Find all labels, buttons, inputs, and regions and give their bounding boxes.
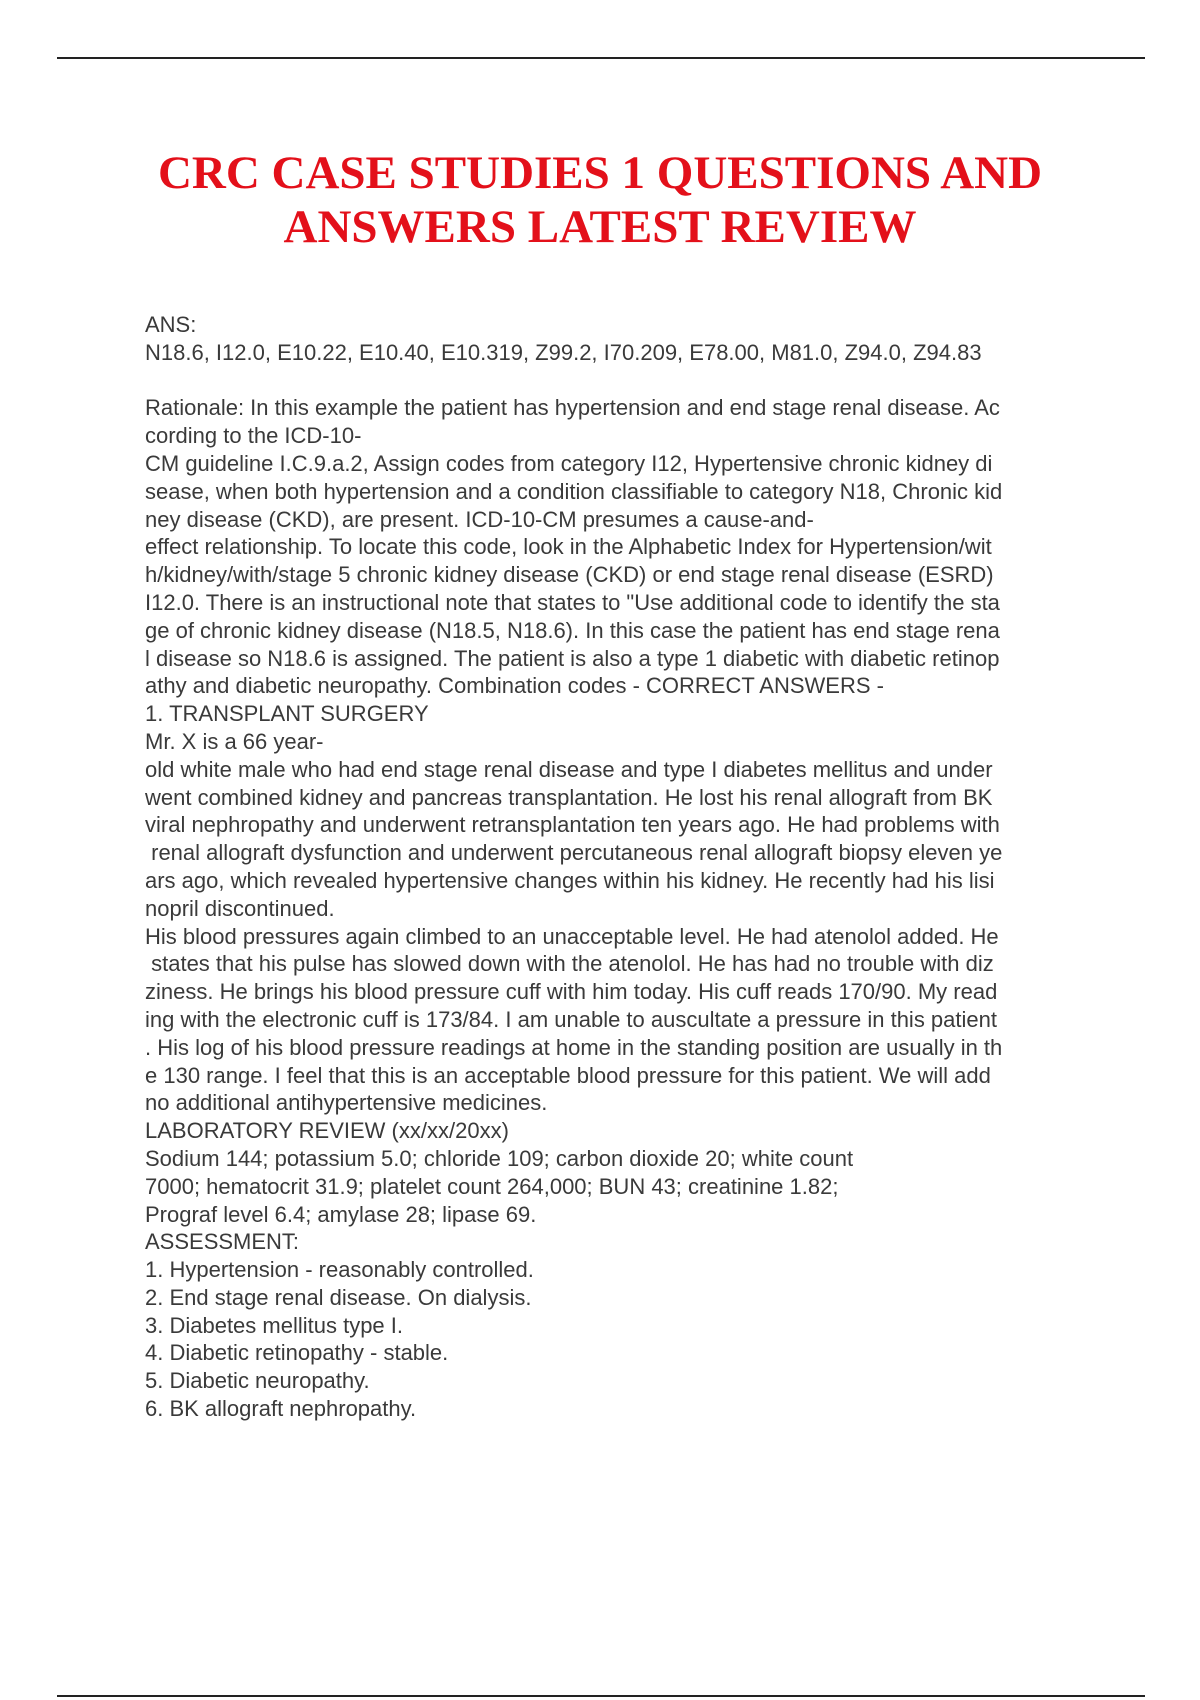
body-text-line: 6. BK allograft nephropathy. bbox=[145, 1396, 417, 1422]
body-text-line: 2. End stage renal disease. On dialysis. bbox=[145, 1284, 532, 1310]
body-text-line: effect relationship. To locate this code, look in the Alphabetic Index for Hypertension/wit bbox=[145, 534, 992, 560]
document-body bbox=[145, 311, 1095, 1423]
body-text-line: . His log of his blood pressure readings at home in the standing position are usually in th bbox=[145, 1034, 1003, 1060]
body-text-line: 1. Hypertension - reasonably controlled. bbox=[145, 1257, 534, 1283]
body-text-line: 1. TRANSPLANT SURGERY bbox=[145, 701, 429, 727]
body-text-line: viral nephropathy and underwent retransplantation ten years ago. He had problems with bbox=[145, 812, 1000, 838]
body-text-line: ASSESSMENT: bbox=[145, 1229, 300, 1255]
body-text-line: ing with the electronic cuff is 173/84. I am unable to auscultate a pressure in this patient bbox=[145, 1006, 997, 1032]
body-text-line: ney disease (CKD), are present. ICD-10-CM presumes a cause-and- bbox=[145, 506, 814, 532]
body-text-line: ge of chronic kidney disease (N18.5, N18.6). In this case the patient has end stage rena bbox=[145, 617, 1000, 643]
body-text-line: renal allograft dysfunction and underwent percutaneous renal allograft biopsy eleven ye bbox=[145, 840, 1003, 866]
body-text-line: LABORATORY REVIEW (xx/xx/20xx) bbox=[145, 1118, 509, 1144]
title-line: CRC CASE STUDIES 1 QUESTIONS AND bbox=[157, 147, 1043, 199]
body-text-line: ziness. He brings his blood pressure cuff with him today. His cuff reads 170/90. My read bbox=[145, 979, 998, 1005]
body-text-line: l disease so N18.6 is assigned. The patient is also a type 1 diabetic with diabetic retinop bbox=[145, 645, 1000, 671]
title-line: ANSWERS LATEST REVIEW bbox=[283, 201, 917, 253]
body-text-line: 5. Diabetic neuropathy. bbox=[145, 1368, 370, 1394]
bottom-divider bbox=[57, 1695, 1145, 1697]
paragraph-gap bbox=[145, 367, 1095, 395]
rationale-text bbox=[145, 394, 1095, 1422]
body-text-line: Prograf level 6.4; amylase 28; lipase 69. bbox=[145, 1201, 537, 1227]
body-text-line: nopril discontinued. bbox=[145, 895, 335, 921]
body-text-line: Rationale: In this example the patient has hypertension and end stage renal disease. Ac bbox=[145, 395, 1000, 421]
body-text-line: His blood pressures again climbed to an unacceptable level. He had atenolol added. He bbox=[145, 923, 999, 949]
body-text-line: Sodium 144; potassium 5.0; chloride 109; carbon dioxide 20; white count bbox=[145, 1145, 854, 1171]
body-text-line: cording to the ICD-10- bbox=[145, 423, 362, 449]
body-text-line: old white male who had end stage renal disease and type I diabetes mellitus and under bbox=[145, 756, 993, 782]
body-text-line: athy and diabetic neuropathy. Combination codes - CORRECT ANSWERS - bbox=[145, 673, 884, 699]
top-divider bbox=[57, 57, 1145, 59]
body-text-line: CM guideline I.C.9.a.2, Assign codes from category I12, Hypertensive chronic kidney di bbox=[145, 450, 993, 476]
body-text-line: h/kidney/with/stage 5 chronic kidney disease (CKD) or end stage renal disease (ESRD) bbox=[145, 562, 994, 588]
body-text-line: Mr. X is a 66 year- bbox=[145, 728, 324, 754]
body-text-line: sease, when both hypertension and a condition classifiable to category N18, Chronic kid bbox=[145, 478, 1003, 504]
body-text-line: no additional antihypertensive medicines. bbox=[145, 1090, 548, 1116]
body-text-line: 7000; hematocrit 31.9; platelet count 264,000; BUN 43; creatinine 1.82; bbox=[145, 1173, 839, 1199]
body-text-line: states that his pulse has slowed down with the atenolol. He has had no trouble with diz bbox=[145, 951, 994, 977]
document-title bbox=[0, 146, 1200, 254]
ans-label: ANS: bbox=[145, 312, 197, 337]
body-text-line: went combined kidney and pancreas transplantation. He lost his renal allograft from BK bbox=[145, 784, 993, 810]
body-text-line: 3. Diabetes mellitus type I. bbox=[145, 1312, 404, 1338]
answer-codes: N18.6, I12.0, E10.22, E10.40, E10.319, Z99.2, I70.209, E78.00, M81.0, Z94.0, Z94.83 bbox=[145, 339, 982, 365]
body-text-line: ars ago, which revealed hypertensive changes within his kidney. He recently had his lisi bbox=[145, 867, 995, 893]
body-text-line: 4. Diabetic retinopathy - stable. bbox=[145, 1340, 449, 1366]
body-text-line: I12.0. There is an instructional note that states to "Use additional code to identify the sta bbox=[145, 589, 1000, 615]
body-text-line: e 130 range. I feel that this is an acceptable blood pressure for this patient. We will add bbox=[145, 1062, 991, 1088]
